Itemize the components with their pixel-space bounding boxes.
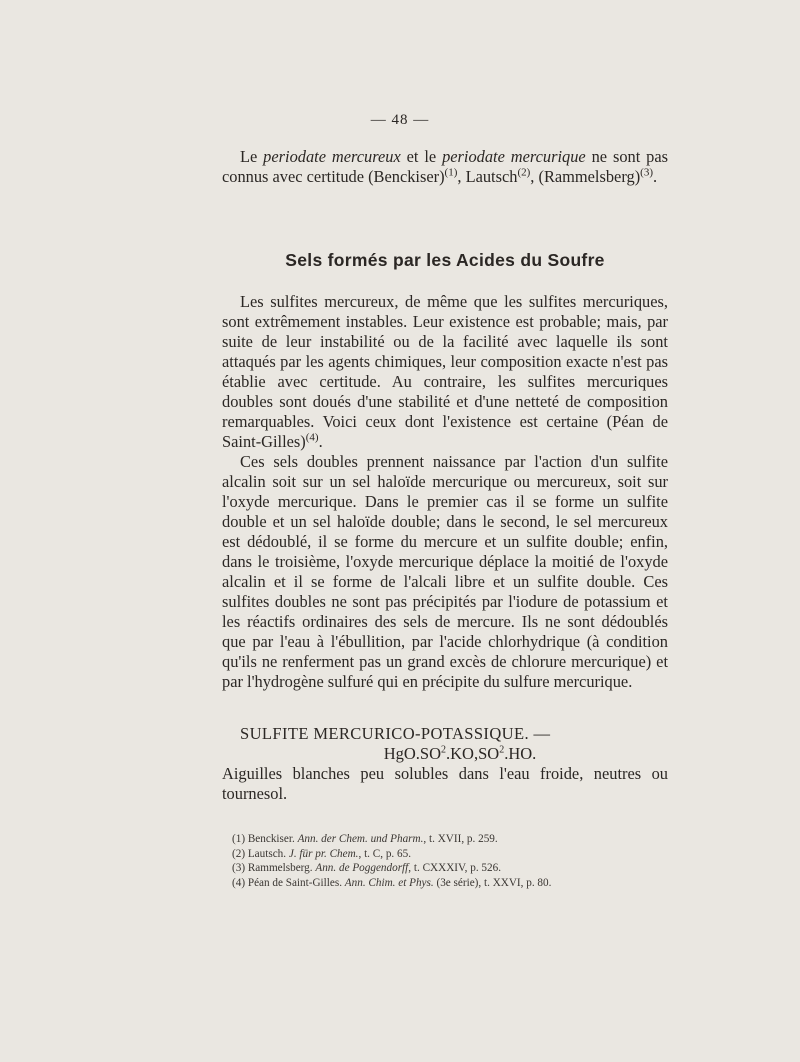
footnote-ref: (3) [640, 166, 653, 179]
paragraph-2: Ces sels doubles prennent naissance par l'action d'un sulfite alcalin soit sur un sel haloïde mercurique ou mercureux, soit sur l'oxyde mercurique. Dans le premier cas il se forme un sulfite double et un sel haloïde double; dans le second, le sel mercureux est dédoublé, il se forme du mercure et un sulfite double; enfin, dans le troisième, l'oxyde mercurique déplace la moitié de l'oxyde alcalin et il se forme de l'alcali libre et un sulfite double. Ces sulfites doubles ne sont pas précipités par l'iodure de potassium et les réactifs ordinaires des sels de mercure. Ils ne sont dédoublés que par l'eau à l'ébullition, par l'acide chlorhydrique (à condition qu'ils ne renferment pas un grand excès de chlorure mercurique) et par l'hydrogène sulfuré qui en précipite du sulfure mercurique. [222, 452, 668, 691]
footnotes [232, 832, 672, 890]
body-text [222, 292, 668, 692]
paragraph-3: Aiguilles blanches peu solubles dans l'eau froide, neutres ou tournesol. [222, 764, 668, 803]
intro-paragraph: Le periodate mercureux et le periodate mercurique ne sont pas connus avec certitude (Benckiser)$^{(1)}$, Lautsch$^{(2)}$, (Rammelsberg)$^{(3)}$. [222, 147, 669, 186]
footnote-ref: (2) [517, 166, 531, 179]
footnote: (4) Péan de Saint-Gilles. Ann. Chim. et Phys. (3e série), t. XXVI, p. 80. [232, 876, 552, 889]
italic-term: periodate mercureux [263, 147, 401, 166]
paragraph-1: Les sulfites mercureux, de même que les sulfites mercuriques, sont extrêmement instables. Leur existence est probable; mais, par suite de leur instabilité ou de la facilité avec laquelle ils sont attaqués par les agents chimiques, leur composition exacte n'est pas établie avec certitude. Au contraire, les sulfites mercuriques doubles sont doués d'une stabilité et d'une netteté de composition remarquables. Voici ceux dont l'existence est certaine (Péan de Saint-Gilles)$^{(4)}$. [222, 292, 668, 451]
page-number: — 48 — [370, 112, 430, 128]
footnote: (2) Lautsch. J. für pr. Chem., t. C, p. 65. [232, 847, 411, 860]
compound-formula: $HgO.SO^2.KO,SO^2.HO$. [383, 744, 537, 763]
compound-description [222, 764, 668, 804]
compound-name: SULFITE MERCURICO-POTASSIQUE. — [240, 724, 551, 743]
compound-heading [222, 724, 668, 764]
italic-term: periodate mercurique [442, 147, 586, 166]
footnote: (3) Rammelsberg. Ann. de Poggendorff, t. CXXXIV, p. 526. [232, 862, 501, 874]
footnote-ref: (4) [305, 431, 319, 444]
section-heading: Sels formés par les Acides du Soufre [285, 250, 605, 270]
footnote-ref: (1) [444, 166, 458, 179]
footnote: (1) Benckiser. Ann. der Chem. und Pharm., t. XVII, p. 259. [232, 833, 498, 845]
